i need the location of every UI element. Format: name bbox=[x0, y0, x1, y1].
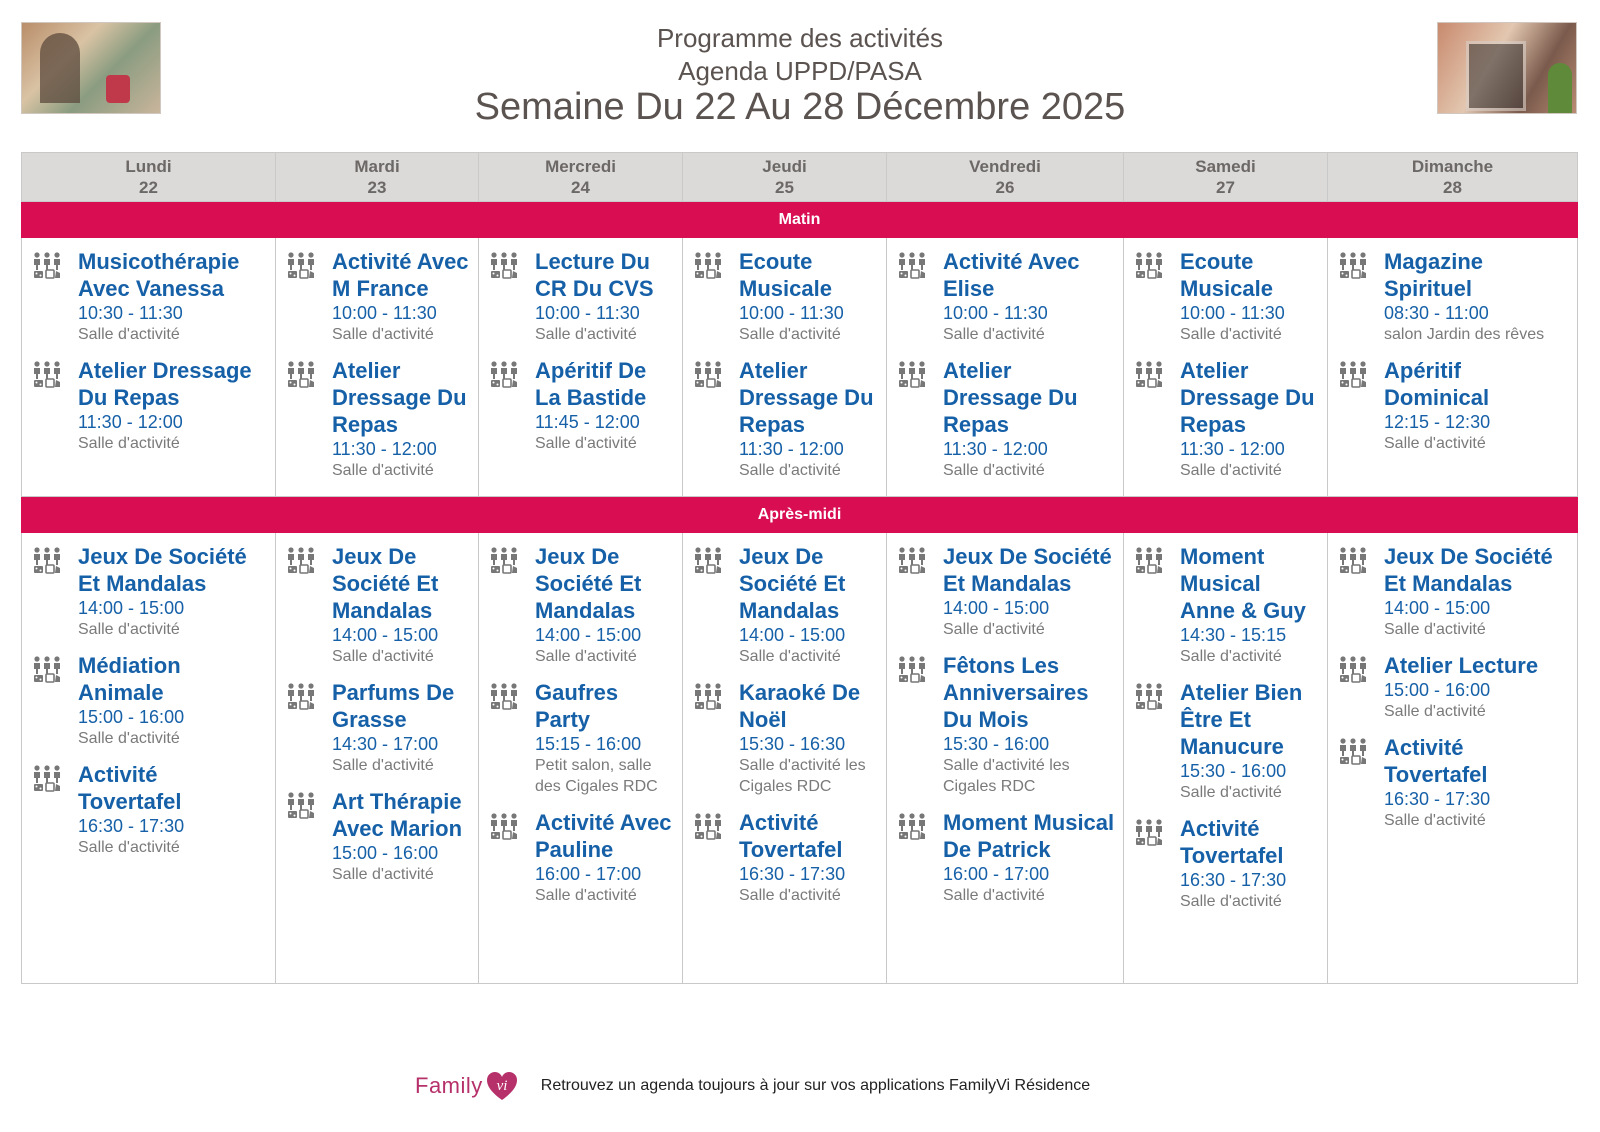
activity-entry bbox=[693, 809, 878, 906]
activity-location: Salle d'activité bbox=[739, 887, 841, 904]
day-cell bbox=[1328, 238, 1578, 497]
activity-people-icon bbox=[1338, 546, 1370, 640]
activity-title: Jeux De Société Et Mandalas bbox=[943, 544, 1112, 596]
day-cell bbox=[479, 533, 683, 984]
activity-entry bbox=[1338, 652, 1569, 722]
activity-entry bbox=[489, 543, 674, 667]
activity-details bbox=[1370, 248, 1569, 345]
program-title: Programme des activités bbox=[656, 23, 944, 53]
activity-people-icon bbox=[32, 764, 64, 858]
activity-location: Salle d'activité bbox=[78, 326, 180, 343]
activity-title: Atelier Dressage Du Repas bbox=[332, 358, 467, 437]
activity-location: Salle d'activité bbox=[535, 435, 637, 452]
day-cell bbox=[683, 238, 887, 497]
activity-time: 14:00 - 15:00 bbox=[1384, 598, 1491, 618]
activity-people-icon bbox=[897, 251, 929, 345]
activity-location: Salle d'activité bbox=[535, 648, 637, 665]
activity-location: Salle d'activité bbox=[1384, 621, 1486, 638]
activity-details bbox=[929, 809, 1115, 906]
activity-location: Salle d'activité bbox=[943, 326, 1045, 343]
activity-title: Parfums De Grasse bbox=[332, 680, 455, 732]
activity-people-icon bbox=[286, 682, 318, 776]
activity-title: Musicothérapie Avec Vanessa bbox=[78, 249, 240, 301]
activity-people-icon bbox=[693, 812, 725, 906]
activity-details bbox=[929, 357, 1115, 481]
activity-details bbox=[725, 357, 878, 481]
activity-location: Salle d'activité bbox=[78, 435, 180, 452]
activity-title: Atelier Lecture bbox=[1384, 653, 1539, 678]
day-cell bbox=[887, 533, 1124, 984]
activity-details bbox=[521, 679, 674, 797]
activity-location: Salle d'activité bbox=[1180, 326, 1282, 343]
activity-time: 10:30 - 11:30 bbox=[78, 303, 183, 323]
activity-time: 15:30 - 16:00 bbox=[1180, 761, 1287, 781]
activity-time: 11:30 - 12:00 bbox=[739, 439, 844, 459]
activity-title: Apéritif De La Bastide bbox=[535, 358, 647, 410]
day-header-row bbox=[22, 153, 1578, 202]
activity-details bbox=[318, 248, 470, 345]
day-header: Samedi 27 bbox=[1124, 153, 1328, 202]
activity-location: Salle d'activité bbox=[535, 326, 637, 343]
activity-time: 14:30 - 17:00 bbox=[332, 734, 439, 754]
activity-entry bbox=[32, 543, 267, 640]
day-cell bbox=[22, 533, 276, 984]
activity-details bbox=[725, 543, 878, 667]
activity-entry bbox=[1338, 734, 1569, 831]
activity-entry bbox=[286, 543, 470, 667]
activity-time: 11:30 - 12:00 bbox=[1180, 439, 1285, 459]
activity-details bbox=[1370, 543, 1569, 640]
activity-details bbox=[1370, 652, 1569, 722]
activity-location: Salle d'activité bbox=[1180, 784, 1282, 801]
activity-title: Médiation Animale bbox=[78, 653, 181, 705]
activity-time: 08:30 - 11:00 bbox=[1384, 303, 1489, 323]
activity-entry bbox=[897, 809, 1115, 906]
familyvi-logo: Family vi bbox=[415, 1069, 519, 1103]
activity-title: Jeux De Société Et Mandalas bbox=[739, 544, 846, 623]
activity-time: 16:30 - 17:30 bbox=[1384, 789, 1491, 809]
activity-entry bbox=[32, 248, 267, 345]
activity-people-icon bbox=[1134, 818, 1166, 912]
activity-time: 14:00 - 15:00 bbox=[739, 625, 846, 645]
day-cell bbox=[887, 238, 1124, 497]
activity-time: 14:00 - 15:00 bbox=[78, 598, 185, 618]
activity-title: Atelier Dressage Du Repas bbox=[78, 358, 252, 410]
activity-time: 16:00 - 17:00 bbox=[535, 864, 642, 884]
activity-location: Salle d'activité bbox=[332, 866, 434, 883]
activity-title: Jeux De Société Et Mandalas bbox=[1384, 544, 1553, 596]
activity-title: Ecoute Musicale bbox=[739, 249, 832, 301]
activity-people-icon bbox=[489, 251, 521, 345]
activity-people-icon bbox=[32, 546, 64, 640]
activity-entry bbox=[489, 809, 674, 906]
activity-time: 14:30 - 15:15 bbox=[1180, 625, 1287, 645]
activity-time: 15:15 - 16:00 bbox=[535, 734, 642, 754]
activity-entry bbox=[32, 652, 267, 749]
activity-details bbox=[725, 248, 878, 345]
afternoon-band bbox=[22, 497, 1578, 533]
activity-entry bbox=[897, 357, 1115, 481]
activity-time: 11:30 - 12:00 bbox=[943, 439, 1048, 459]
activity-people-icon bbox=[693, 251, 725, 345]
activity-entry bbox=[897, 248, 1115, 345]
activity-entry bbox=[286, 357, 470, 481]
activity-people-icon bbox=[1338, 251, 1370, 345]
activity-entry bbox=[693, 357, 878, 481]
activity-time: 10:00 - 11:30 bbox=[1180, 303, 1285, 323]
activity-location: Salle d'activité bbox=[332, 326, 434, 343]
activity-location: salon Jardin des rêves bbox=[1384, 326, 1545, 343]
activity-details bbox=[318, 543, 470, 667]
activity-entry bbox=[693, 543, 878, 667]
activity-people-icon bbox=[1338, 655, 1370, 722]
activity-time: 16:30 - 17:30 bbox=[739, 864, 846, 884]
activity-entry bbox=[693, 679, 878, 797]
activity-entry bbox=[1134, 815, 1319, 912]
svg-text:vi: vi bbox=[496, 1078, 508, 1094]
activity-entry bbox=[286, 788, 470, 885]
activity-location: Salle d'activité bbox=[1180, 462, 1282, 479]
day-cell bbox=[1124, 238, 1328, 497]
activity-title: Atelier Bien Être Et Manucure bbox=[1180, 680, 1303, 759]
day-cell bbox=[683, 533, 887, 984]
morning-band bbox=[22, 202, 1578, 238]
activity-people-icon bbox=[286, 360, 318, 481]
activity-people-icon bbox=[489, 682, 521, 797]
activity-title: Activité Avec Elise bbox=[943, 249, 1080, 301]
activity-people-icon bbox=[489, 812, 521, 906]
activity-details bbox=[318, 788, 470, 885]
activity-people-icon bbox=[32, 251, 64, 345]
activity-title: Moment Musical Anne & Guy bbox=[1180, 544, 1306, 623]
activity-location: Salle d'activité bbox=[943, 887, 1045, 904]
activity-people-icon bbox=[286, 791, 318, 885]
activity-entry bbox=[897, 652, 1115, 797]
activity-title: Atelier Dressage Du Repas bbox=[943, 358, 1078, 437]
activity-location: Salle d'activité bbox=[1180, 648, 1282, 665]
activity-time: 14:00 - 15:00 bbox=[332, 625, 439, 645]
activity-location: Salle d'activité bbox=[943, 462, 1045, 479]
activity-title: Gaufres Party bbox=[535, 680, 619, 732]
day-header: Dimanche 28 bbox=[1328, 153, 1578, 202]
activity-details bbox=[521, 357, 674, 454]
activity-people-icon bbox=[897, 812, 929, 906]
activity-details bbox=[64, 357, 267, 454]
activity-title: Jeux De Société Et Mandalas bbox=[332, 544, 439, 623]
activity-entry bbox=[1338, 543, 1569, 640]
activity-people-icon bbox=[1338, 737, 1370, 831]
week-title: Semaine Du 22 Au 28 Décembre 2025 bbox=[474, 86, 1126, 128]
activity-location: Salle d'activité bbox=[943, 621, 1045, 638]
activity-people-icon bbox=[693, 360, 725, 481]
activity-details bbox=[725, 679, 878, 797]
activity-details bbox=[1166, 543, 1319, 667]
activity-entry bbox=[489, 248, 674, 345]
day-cell bbox=[1328, 533, 1578, 984]
activity-time: 12:15 - 12:30 bbox=[1384, 412, 1491, 432]
activity-details bbox=[318, 679, 470, 776]
activity-time: 10:00 - 11:30 bbox=[332, 303, 437, 323]
activity-title: Fêtons Les Anniversaires Du Mois bbox=[943, 653, 1089, 732]
activity-title: Atelier Dressage Du Repas bbox=[1180, 358, 1315, 437]
activity-people-icon bbox=[693, 682, 725, 797]
activity-people-icon bbox=[1134, 682, 1166, 803]
activity-time: 16:30 - 17:30 bbox=[78, 816, 185, 836]
activity-entry bbox=[1338, 248, 1569, 345]
activity-location: Salle d'activité bbox=[332, 648, 434, 665]
activity-location: Salle d'activité bbox=[78, 621, 180, 638]
activity-entry bbox=[1134, 248, 1319, 345]
activity-people-icon bbox=[693, 546, 725, 667]
activity-location: Salle d'activité bbox=[739, 648, 841, 665]
activity-time: 16:00 - 17:00 bbox=[943, 864, 1050, 884]
footer bbox=[415, 1066, 1090, 1106]
activity-title: Art Thérapie Avec Marion bbox=[332, 789, 463, 841]
activity-entry bbox=[897, 543, 1115, 640]
day-cell bbox=[1124, 533, 1328, 984]
activity-location: Salle d'activité bbox=[739, 326, 841, 343]
day-cell bbox=[479, 238, 683, 497]
activity-entry bbox=[32, 357, 267, 454]
activity-people-icon bbox=[1338, 360, 1370, 454]
activity-people-icon bbox=[1134, 360, 1166, 481]
activity-details bbox=[318, 357, 470, 481]
activity-title: Lecture Du CR Du CVS bbox=[535, 249, 654, 301]
activity-details bbox=[64, 652, 267, 749]
activity-entry bbox=[489, 357, 674, 454]
familyvi-heart-icon bbox=[485, 1069, 519, 1103]
activity-location: Salle d'activité bbox=[332, 757, 434, 774]
activity-people-icon bbox=[1134, 251, 1166, 345]
activity-title: Moment Musical De Patrick bbox=[943, 810, 1115, 862]
activity-time: 15:00 - 16:00 bbox=[1384, 680, 1491, 700]
afternoon-label: Après-midi bbox=[22, 497, 1578, 533]
activity-location: Salle d'activité bbox=[78, 839, 180, 856]
activity-title: Activité Tovertafel bbox=[1180, 816, 1284, 868]
activity-people-icon bbox=[489, 360, 521, 454]
activity-title: Karaoké De Noël bbox=[739, 680, 861, 732]
activity-time: 15:00 - 16:00 bbox=[78, 707, 185, 727]
activity-entry bbox=[1338, 357, 1569, 454]
activity-time: 10:00 - 11:30 bbox=[739, 303, 844, 323]
activity-people-icon bbox=[286, 546, 318, 667]
activity-location: Salle d'activité bbox=[1180, 893, 1282, 910]
activity-title: Activité Avec M France bbox=[332, 249, 469, 301]
activity-entry bbox=[693, 248, 878, 345]
activity-entry bbox=[489, 679, 674, 797]
activity-details bbox=[521, 248, 674, 345]
activity-title: Activité Tovertafel bbox=[1384, 735, 1488, 787]
activity-people-icon bbox=[897, 546, 929, 640]
day-cell bbox=[276, 533, 479, 984]
activity-details bbox=[64, 761, 267, 858]
activity-time: 10:00 - 11:30 bbox=[943, 303, 1048, 323]
activity-title: Activité Avec Pauline bbox=[535, 810, 672, 862]
morning-row bbox=[22, 238, 1578, 497]
activity-entry bbox=[1134, 543, 1319, 667]
activity-details bbox=[1166, 679, 1319, 803]
activity-people-icon bbox=[1134, 546, 1166, 667]
activity-title: Jeux De Société Et Mandalas bbox=[535, 544, 642, 623]
day-cell bbox=[276, 238, 479, 497]
activity-title: Apéritif Dominical bbox=[1384, 358, 1490, 410]
day-header: Vendredi 26 bbox=[887, 153, 1124, 202]
activity-title: Magazine Spirituel bbox=[1384, 249, 1484, 301]
day-header: Mardi 23 bbox=[276, 153, 479, 202]
activity-title: Activité Tovertafel bbox=[78, 762, 182, 814]
agenda-subtitle: Agenda UPPD/PASA bbox=[678, 56, 922, 86]
activity-details bbox=[1166, 248, 1319, 345]
activity-location: Salle d'activité les Cigales RDC bbox=[739, 757, 866, 795]
activity-entry bbox=[1134, 679, 1319, 803]
activity-time: 16:30 - 17:30 bbox=[1180, 870, 1287, 890]
day-cell bbox=[22, 238, 276, 497]
activity-location: Salle d'activité bbox=[1384, 812, 1486, 829]
footer-text: Retrouvez un agenda toujours à jour sur vos applications FamilyVi Résidence bbox=[540, 1077, 1091, 1094]
activity-time: 15:30 - 16:30 bbox=[739, 734, 846, 754]
activity-people-icon bbox=[897, 655, 929, 797]
morning-label: Matin bbox=[22, 202, 1578, 238]
activity-location: Petit salon, salle des Cigales RDC bbox=[535, 757, 658, 795]
activity-location: Salle d'activité bbox=[1384, 703, 1486, 720]
activity-people-icon bbox=[897, 360, 929, 481]
activity-time: 11:30 - 12:00 bbox=[332, 439, 437, 459]
activity-location: Salle d'activité bbox=[332, 462, 434, 479]
activity-people-icon bbox=[32, 655, 64, 749]
activity-time: 10:00 - 11:30 bbox=[535, 303, 640, 323]
activity-entry bbox=[286, 679, 470, 776]
activity-details bbox=[929, 652, 1115, 797]
activity-details bbox=[521, 809, 674, 906]
activity-details bbox=[64, 248, 267, 345]
activity-time: 14:00 - 15:00 bbox=[943, 598, 1050, 618]
activity-time: 11:30 - 12:00 bbox=[78, 412, 183, 432]
day-header: Jeudi 25 bbox=[683, 153, 887, 202]
day-header: Mercredi 24 bbox=[479, 153, 683, 202]
activity-location: Salle d'activité les Cigales RDC bbox=[943, 757, 1070, 795]
activity-details bbox=[1370, 357, 1569, 454]
activity-time: 11:45 - 12:00 bbox=[535, 412, 640, 432]
activity-details bbox=[64, 543, 267, 640]
afternoon-row bbox=[22, 533, 1578, 984]
activity-title: Activité Tovertafel bbox=[739, 810, 843, 862]
activity-details bbox=[929, 543, 1115, 640]
activity-entry bbox=[32, 761, 267, 858]
activity-location: Salle d'activité bbox=[78, 730, 180, 747]
activity-location: Salle d'activité bbox=[739, 462, 841, 479]
activity-entry bbox=[1134, 357, 1319, 481]
weekly-schedule-table bbox=[21, 152, 1578, 984]
activity-title: Atelier Dressage Du Repas bbox=[739, 358, 874, 437]
day-header: Lundi 22 bbox=[22, 153, 276, 202]
activity-details bbox=[1166, 357, 1319, 481]
activity-time: 14:00 - 15:00 bbox=[535, 625, 642, 645]
activity-details bbox=[1166, 815, 1319, 912]
activity-people-icon bbox=[489, 546, 521, 667]
activity-entry bbox=[286, 248, 470, 345]
activity-time: 15:00 - 16:00 bbox=[332, 843, 439, 863]
activity-location: Salle d'activité bbox=[1384, 435, 1486, 452]
activity-time: 15:30 - 16:00 bbox=[943, 734, 1050, 754]
activity-details bbox=[929, 248, 1115, 345]
activity-people-icon bbox=[32, 360, 64, 454]
activity-people-icon bbox=[286, 251, 318, 345]
activity-details bbox=[521, 543, 674, 667]
activity-details bbox=[725, 809, 878, 906]
activity-details bbox=[1370, 734, 1569, 831]
activity-title: Ecoute Musicale bbox=[1180, 249, 1273, 301]
activity-title: Jeux De Société Et Mandalas bbox=[78, 544, 247, 596]
activity-location: Salle d'activité bbox=[535, 887, 637, 904]
